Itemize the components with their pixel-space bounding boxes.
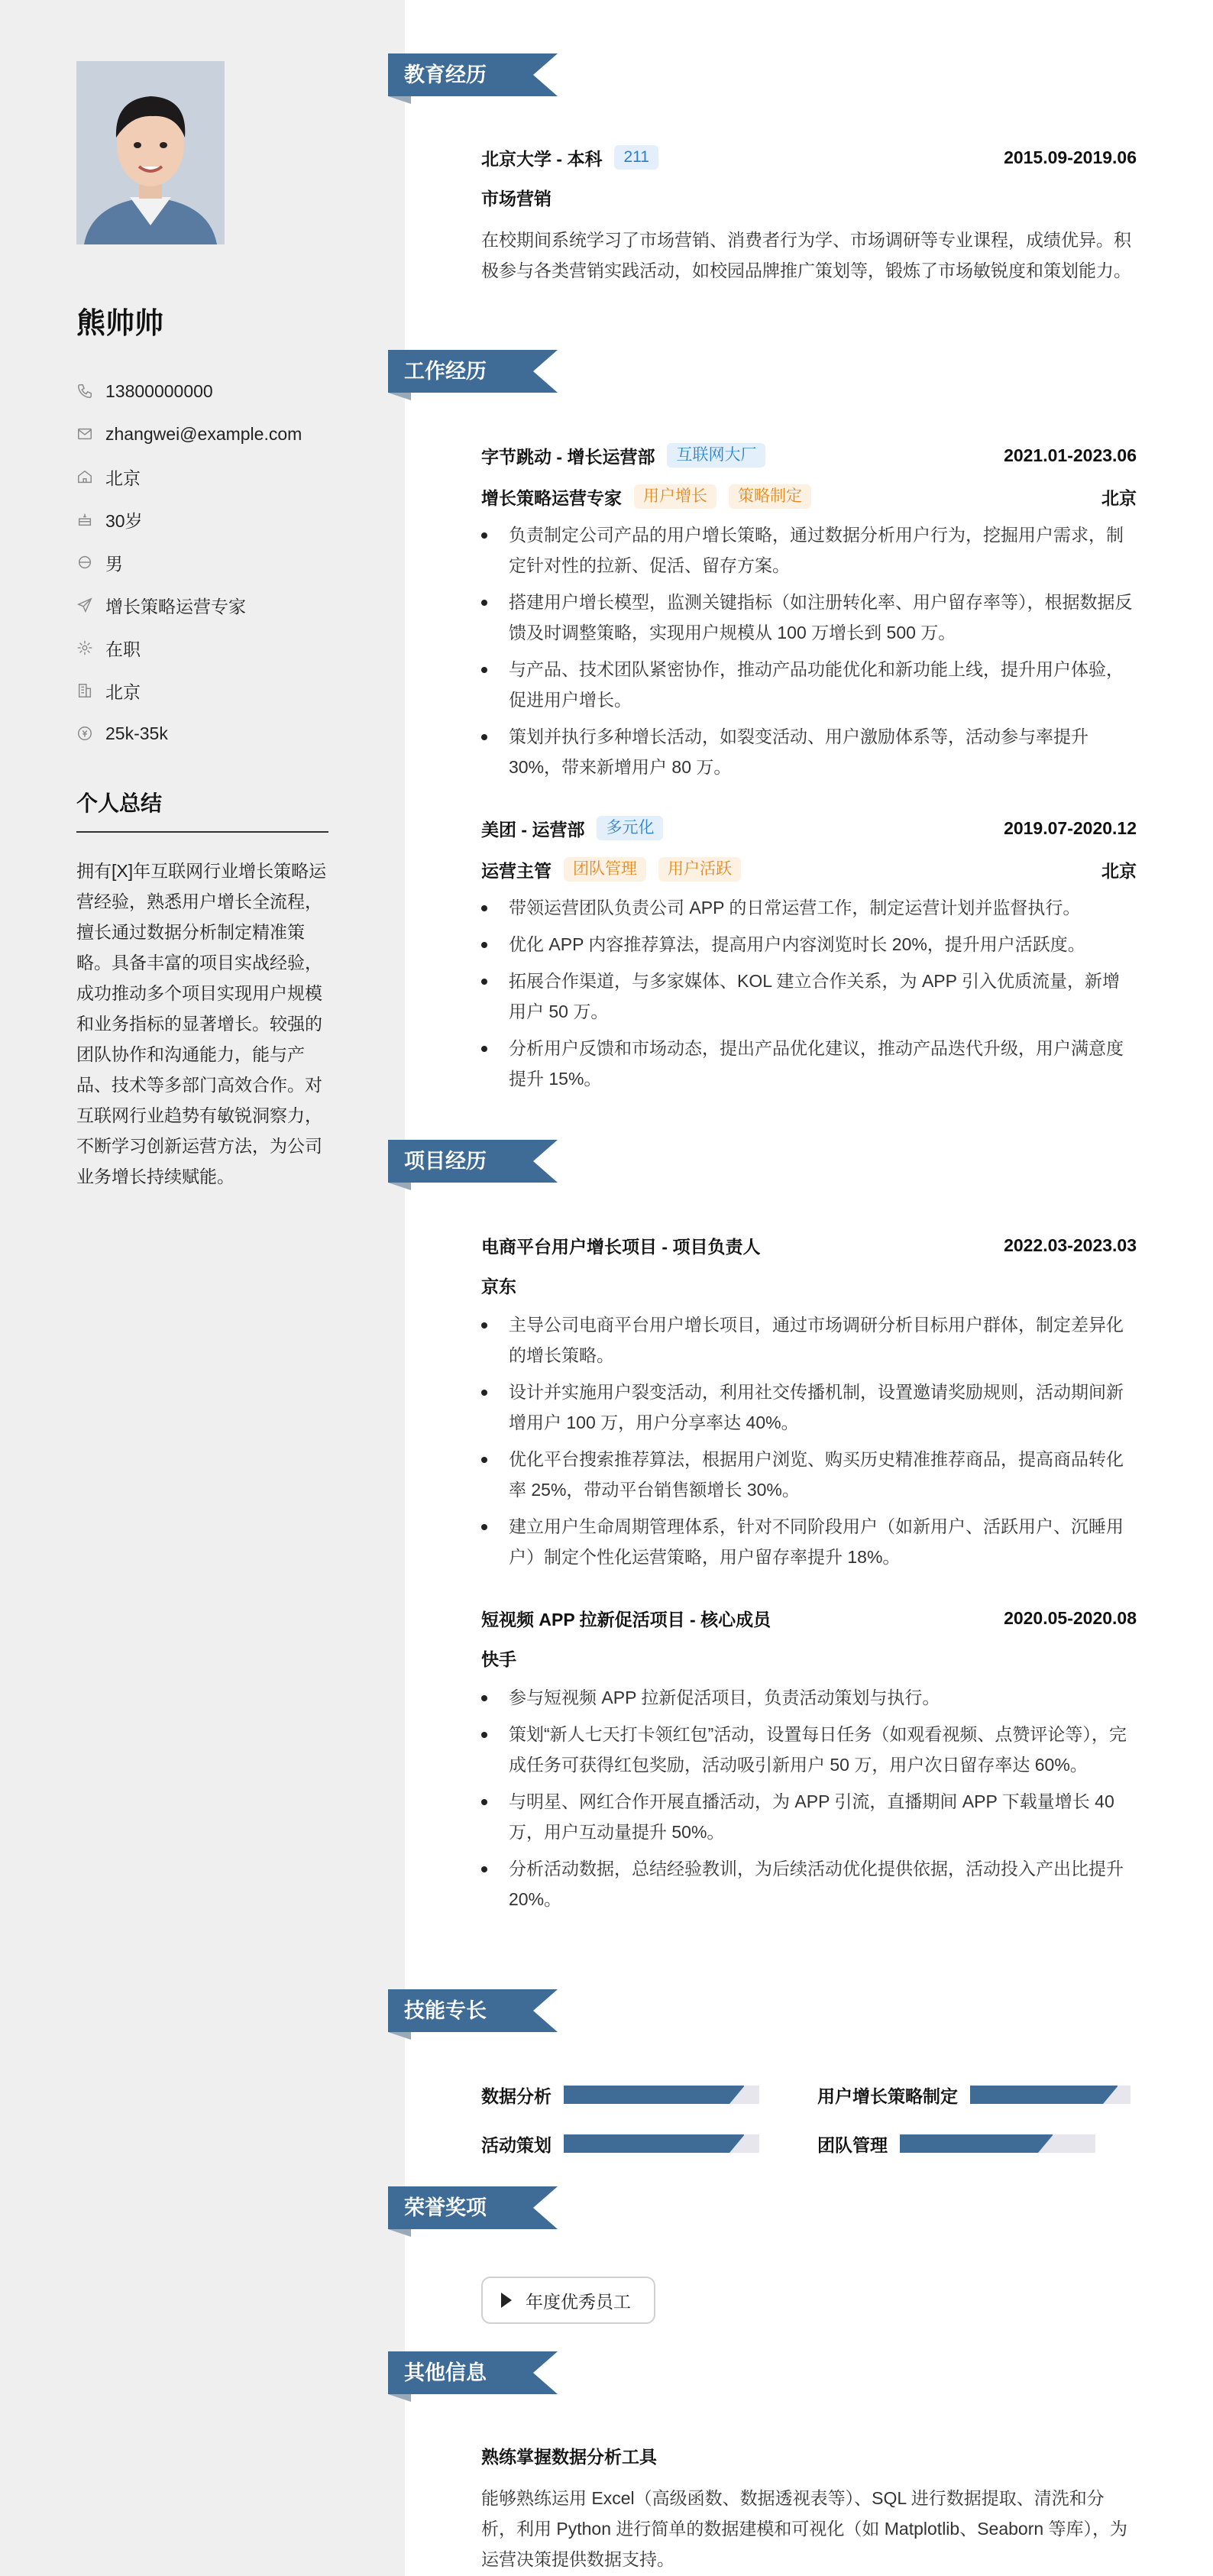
section-ribbon (388, 350, 558, 393)
skill-bar (564, 2134, 759, 2153)
work-city: 北京 (1101, 487, 1137, 508)
award-item[interactable] (481, 2277, 655, 2324)
role-tag: 策略制定 (729, 484, 811, 509)
info-target-role: 增长策略运营专家 (76, 584, 302, 626)
cake-icon (76, 511, 93, 528)
gear-icon (76, 639, 93, 656)
gender-icon (76, 554, 93, 571)
section-title-work: 工作经历 (404, 360, 487, 383)
role-tag: 团队管理 (564, 857, 646, 882)
role-tag: 用户活跃 (658, 857, 741, 882)
play-icon (501, 2293, 512, 2308)
skill-bar (564, 2086, 759, 2104)
candidate-name: 熊帅帅 (76, 308, 164, 340)
work-entry-2 (481, 813, 1137, 1100)
section-ribbon (388, 1989, 558, 2032)
skill-name: 用户增长策略制定 (817, 2086, 958, 2106)
section-ribbon (388, 2186, 558, 2229)
skill-name: 数据分析 (481, 2086, 552, 2106)
project-name: 电商平台用户增长项目 - 项目负责人 (481, 1236, 761, 1257)
section-title-projects: 项目经历 (404, 1150, 487, 1173)
section-title-skills: 技能专长 (404, 1999, 487, 2022)
education-date: 2015.09-2019.06 (1004, 147, 1137, 167)
project-bullets (481, 1309, 1137, 1572)
list-item: 分析活动数据，总结经验教训，为后续活动优化提供依据，活动投入产出比提升 20%。 (481, 1853, 1137, 1914)
list-item: 与产品、技术团队紧密协作，推动产品功能优化和新功能上线，提升用户体验，促进用户增长。 (481, 654, 1137, 715)
section-ribbon (388, 2351, 558, 2394)
education-desc: 在校期间系统学习了市场营销、消费者行为学、市场调研等专业课程，成绩优异。积极参与各类营销实践活动，如校园品牌推广策划等，锻炼了市场敏锐度和策划能力。 (481, 230, 1131, 280)
list-item: 优化 APP 内容推荐算法，提高用户内容浏览时长 20%，提升用户活跃度。 (481, 929, 1137, 960)
main-content (405, 0, 1213, 2576)
project-date: 2022.03-2023.03 (1004, 1235, 1137, 1255)
mail-icon (76, 426, 93, 442)
project-entry-2 (481, 1603, 1137, 1921)
summary-text: 拥有[X]年互联网行业增长策略运营经验，熟悉用户增长全流程，擅长通过数据分析制定精准策略。具备丰富的项目实战经验，成功推动多个项目实现用户规模和业务指标的显著增长。较强的团队协作和沟通能力，能与产品、技术等多部门高效合作。对互联网行业趋势有敏锐洞察力，不断学习创新运营方法，为公司业务增长持续赋能。 (76, 861, 327, 1186)
list-item: 搭建用户增长模型，监测关键指标（如注册转化率、用户留存率等），根据数据反馈及时调整策略，实现用户规模从 100 万增长到 500 万。 (481, 587, 1137, 648)
info-age: 30岁 (76, 498, 302, 541)
list-item: 拓展合作渠道，与多家媒体、KOL 建立合作关系，为 APP 引入优质流量，新增用户 50 万。 (481, 966, 1137, 1027)
project-org: 京东 (481, 1277, 516, 1296)
project-name: 短视频 APP 拉新促活项目 - 核心成员 (481, 1609, 771, 1629)
info-target-city: 北京 (76, 669, 302, 712)
section-title-other: 其他信息 (404, 2361, 487, 2384)
company-name: 字节跳动 - 增长运营部 (481, 446, 655, 467)
list-item: 负责制定公司产品的用户增长策略，通过数据分析用户行为，挖掘用户需求，制定针对性的拉新、促活、留存方案。 (481, 519, 1137, 581)
company-tag: 多元化 (597, 816, 663, 840)
school-name: 北京大学 - 本科 (481, 148, 603, 169)
education-entry (481, 142, 1137, 286)
role-tag: 用户增长 (634, 484, 716, 509)
other-title: 熟练掌握数据分析工具 (481, 2447, 657, 2467)
work-date: 2021.01-2023.06 (1004, 445, 1137, 465)
project-entry-1 (481, 1230, 1137, 1578)
job-role: 增长策略运营专家 (481, 487, 622, 508)
phone-icon (76, 383, 93, 400)
work-date: 2019.07-2020.12 (1004, 817, 1137, 838)
send-icon (76, 597, 93, 613)
company-name: 美团 - 运营部 (481, 819, 585, 840)
contact-info-list (76, 370, 302, 755)
work-entry-1 (481, 440, 1137, 788)
section-title-education: 教育经历 (404, 63, 487, 86)
list-item: 参与短视频 APP 拉新促活项目，负责活动策划与执行。 (481, 1682, 1137, 1713)
skill-fill (564, 2134, 744, 2153)
work-city: 北京 (1101, 860, 1137, 881)
skill-item (817, 2079, 1131, 2110)
summary-heading: 个人总结 (76, 787, 328, 833)
avatar (76, 61, 225, 244)
major: 市场营销 (481, 189, 552, 209)
skill-bar (970, 2086, 1131, 2104)
skill-item (481, 2128, 759, 2159)
work-bullets (481, 892, 1137, 1094)
info-email: zhangwei@example.com (76, 413, 302, 455)
section-ribbon (388, 1140, 558, 1183)
skill-name: 活动策划 (481, 2134, 552, 2155)
project-bullets (481, 1682, 1137, 1914)
skill-name: 团队管理 (817, 2134, 888, 2155)
skill-fill (900, 2134, 1053, 2153)
list-item: 优化平台搜索推荐算法，根据用户浏览、购买历史精准推荐商品，提高商品转化率 25%，带动平台销售额增长 30%。 (481, 1444, 1137, 1505)
section-title-awards: 荣誉奖项 (404, 2196, 487, 2219)
job-role: 运营主管 (481, 860, 552, 881)
project-org: 快手 (481, 1649, 516, 1669)
info-status: 在职 (76, 626, 302, 669)
skill-fill (564, 2086, 744, 2104)
list-item: 分析用户反馈和市场动态，提出产品优化建议，推动产品迭代升级，用户满意度提升 15%。 (481, 1033, 1137, 1094)
building-icon (76, 682, 93, 699)
skill-item (817, 2128, 1095, 2159)
info-gender: 男 (76, 541, 302, 584)
portrait-illustration (76, 61, 225, 244)
skill-item (481, 2079, 759, 2110)
list-item: 建立用户生命周期管理体系，针对不同阶段用户（如新用户、活跃用户、沉睡用户）制定个性化运营策略，用户留存率提升 18%。 (481, 1511, 1137, 1572)
list-item: 主导公司电商平台用户增长项目，通过市场调研分析目标用户群体，制定差异化的增长策略。 (481, 1309, 1137, 1371)
sidebar (0, 0, 405, 2576)
project-date: 2020.05-2020.08 (1004, 1607, 1137, 1628)
info-phone: 13800000000 (76, 370, 302, 413)
info-salary: 25k-35k (76, 712, 302, 755)
list-item: 与明星、网红合作开展直播活动，为 APP 引流，直播期间 APP 下载量增长 40 万，用户互动量提升 50%。 (481, 1786, 1137, 1847)
list-item: 策划并执行多种增长活动，如裂变活动、用户激励体系等，活动参与率提升 30%，带来新增用户 80 万。 (481, 721, 1137, 782)
other-text: 能够熟练运用 Excel（高级函数、数据透视表等）、SQL 进行数据提取、清洗和分析，利用 Python 进行简单的数据建模和可视化（如 Matplotlib、Seaborn 等库），为运营决策提供数据支持。 (481, 2488, 1128, 2569)
other-entry (481, 2442, 1137, 2574)
coin-icon (76, 725, 93, 742)
skill-bar (900, 2134, 1095, 2153)
list-item: 策划“新人七天打卡领红包”活动，设置每日任务（如观看视频、点赞评论等），完成任务可获得红包奖励，活动吸引新用户 50 万，用户次日留存率达 60%。 (481, 1719, 1137, 1780)
list-item: 带领运营团队负责公司 APP 的日常运营工作，制定运营计划并监督执行。 (481, 892, 1137, 923)
list-item: 设计并实施用户裂变活动，利用社交传播机制，设置邀请奖励规则，活动期间新增用户 100 万，用户分享率达 40%。 (481, 1377, 1137, 1438)
info-location: 北京 (76, 455, 302, 498)
skill-fill (970, 2086, 1118, 2104)
section-ribbon (388, 53, 558, 96)
home-icon (76, 468, 93, 485)
company-tag: 互联网大厂 (667, 443, 765, 468)
school-tag: 211 (614, 145, 658, 170)
award-label: 年度优秀员工 (526, 2291, 631, 2312)
work-bullets (481, 519, 1137, 782)
